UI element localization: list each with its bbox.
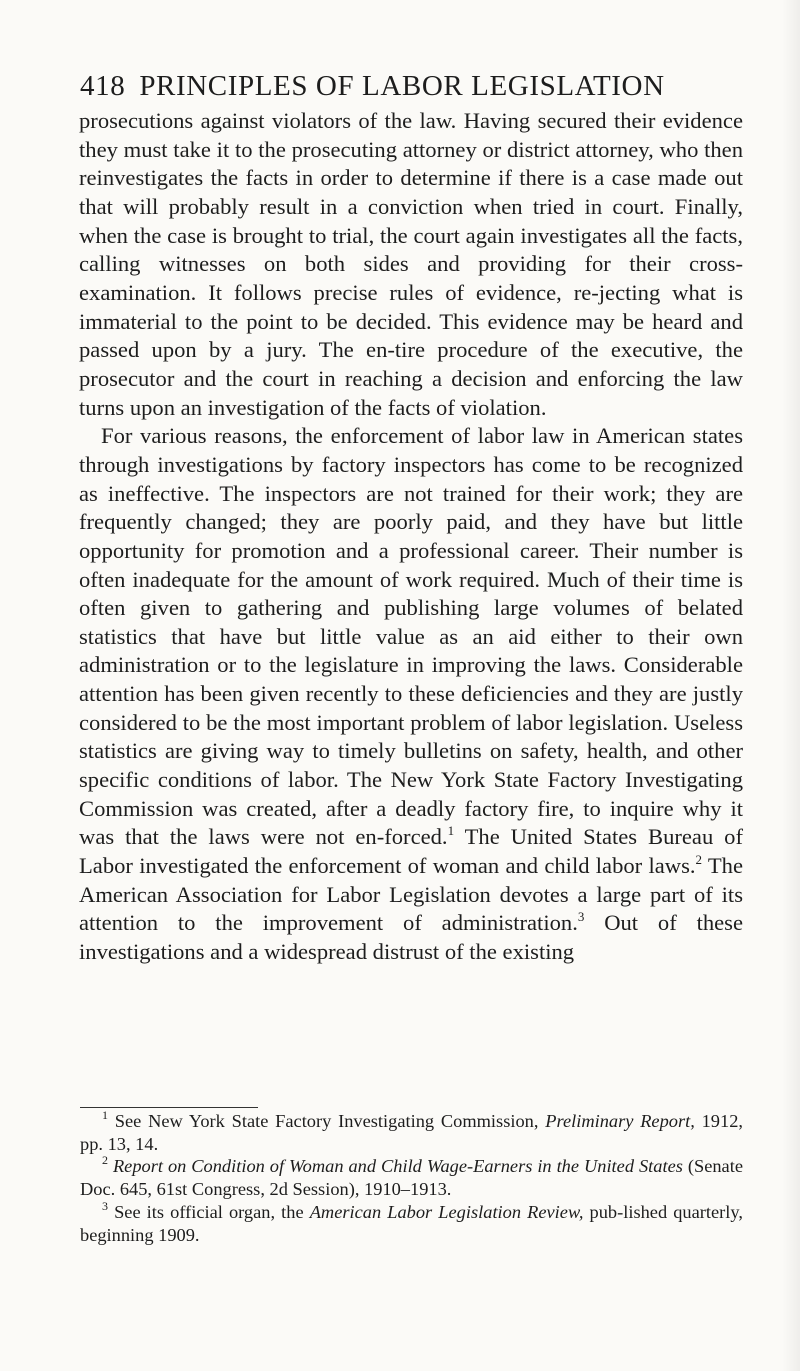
paragraph-text: The American Association for Labor Legislation devotes a large part of its attention to the improvement of administration. (79, 853, 743, 936)
footnote-text: pub-lished quarterly, beginning 1909. (80, 1201, 744, 1245)
footnote-title: Report on Condition of Woman and Child Wage-Earners in the United States (112, 1156, 683, 1177)
footnote-reference: 1 (447, 822, 455, 838)
footnote-marker: 1 (102, 1107, 108, 1122)
paragraph-text: Out of these investigations and a widespread distrust of the existing (79, 910, 743, 965)
footnote-text: 1912, pp. 13, 14. (80, 1111, 743, 1154)
footnote (80, 1198, 744, 1246)
footnote-reference: 2 (695, 851, 703, 867)
running-header (80, 70, 700, 106)
paragraph-text: For various reasons, the enforcement of labor law in American states through investigations by factory inspectors has come to be recognized as ineffective. The inspectors are not trained for their work; they are frequently changed; they are poorly paid, and they have but little opportunity for promotion and a professional career. Their number is often inadequate for the amount of work required. Much of their time is often given to gathering and publishing large volumes of belated statistics that have but little value as an aid either to their own administration or to the legislature in improving the laws. Considerable attention has been given recently to these deficiencies and they are justly considered to be the most important problem of labor legislation. Useless statistics are giving way to timely bulletins on safety, health, and other specific conditions of labor. The New York State Factory Investigating Commission was created, after a deadly factory fire, to inquire why it was that the laws were not en-forced. (79, 423, 743, 850)
footnote-marker: 2 (102, 1153, 108, 1168)
footnote-marker: 3 (102, 1198, 108, 1213)
page-number: 418 (80, 70, 126, 102)
paragraph (79, 422, 743, 966)
footnotes (80, 1107, 744, 1246)
footnote-text: (Senate Doc. 645, 61st Congress, 2d Session), 1910–1913. (80, 1156, 743, 1200)
footnote-text: See its official organ, the (108, 1201, 310, 1222)
footnote (80, 1155, 743, 1200)
footnote-title: Preliminary Report, (545, 1111, 695, 1131)
footnote (80, 1107, 743, 1155)
paragraph-text: The United States Bureau of Labor investigated the enforcement of woman and child labor laws. (79, 824, 743, 879)
running-title: PRINCIPLES OF LABOR LEGISLATION (139, 70, 665, 102)
footnote-reference: 3 (577, 908, 585, 924)
page-edge-shadow (782, 0, 800, 1371)
body-text (79, 107, 743, 967)
footnote-title: American Labor Legislation Review, (309, 1201, 584, 1222)
footnote-text: See New York State Factory Investigating Commission, (108, 1111, 546, 1131)
paragraph: prosecutions against violators of the law. Having secured their evidence they must take it to the prosecuting attorney or district attorney, who then reinvestigates the facts in order to determine if there is a case made out that will probably result in a conviction when tried in court. Finally, when the case is brought to trial, the court again investigates all the facts, calling witnesses on both sides and providing for their cross-examination. It follows precise rules of evidence, re-jecting what is immaterial to the point to be decided. This evidence may be heard and passed upon by a jury. The en-tire procedure of the executive, the prosecutor and the court in reaching a decision and enforcing the law turns upon an investigation of the facts of violation. (79, 108, 743, 420)
